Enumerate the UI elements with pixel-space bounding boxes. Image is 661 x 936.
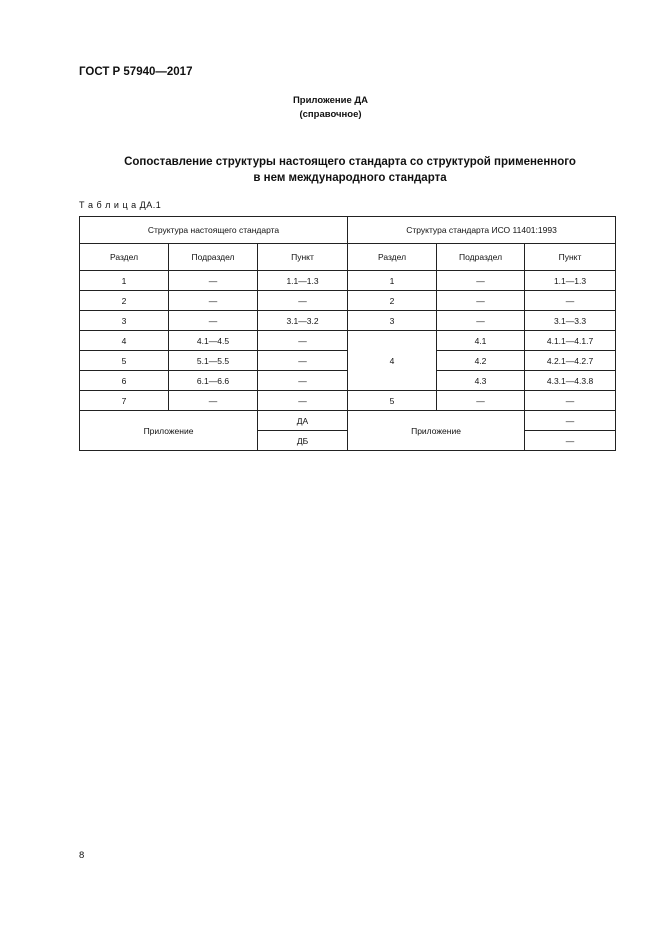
comparison-table <box>79 216 616 451</box>
table-cell: — <box>525 391 616 411</box>
column-header: Раздел <box>348 244 437 271</box>
appendix-label-left: Приложение <box>80 411 258 451</box>
table-cell: — <box>258 291 348 311</box>
table-cell: — <box>525 291 616 311</box>
table-cell: 4.1—4.5 <box>169 331 258 351</box>
appendix-row <box>80 411 616 431</box>
table-cell: — <box>258 351 348 371</box>
title-line-2: в нем международного стандарта <box>253 172 447 184</box>
table-row <box>80 271 616 291</box>
table-caption: Т а б л и ц а ДА.1 <box>79 200 162 210</box>
table-cell: 6 <box>80 371 169 391</box>
table-cell: 2 <box>348 291 437 311</box>
column-header: Подраздел <box>437 244 525 271</box>
table-cell: 7 <box>80 391 169 411</box>
table-cell: — <box>437 271 525 291</box>
table-cell: ДБ <box>258 431 348 451</box>
table-cell: — <box>258 331 348 351</box>
appendix-label-right: Приложение <box>348 411 525 451</box>
table-cell: 4.1.1—4.1.7 <box>525 331 616 351</box>
table-cell: — <box>437 391 525 411</box>
table-row <box>80 391 616 411</box>
table-cell: — <box>525 431 616 451</box>
table-cell: 3.1—3.3 <box>525 311 616 331</box>
table-cell: — <box>258 371 348 391</box>
table-cell: 4.1 <box>437 331 525 351</box>
table-row <box>80 311 616 331</box>
column-header-row <box>80 244 616 271</box>
table-cell: 3.1—3.2 <box>258 311 348 331</box>
appendix-label: Приложение ДА <box>292 95 369 106</box>
table-cell: 1.1—1.3 <box>258 271 348 291</box>
table-cell: 4.3.1—4.3.8 <box>525 371 616 391</box>
table-row <box>80 351 616 371</box>
column-header: Подраздел <box>169 244 258 271</box>
table-row <box>80 371 616 391</box>
title-line-1: Сопоставление структуры настоящего стандарта со структурой примененного <box>124 156 576 168</box>
document-code: ГОСТ Р 57940—2017 <box>79 66 193 78</box>
table-cell: 5 <box>348 391 437 411</box>
page-number: 8 <box>79 850 85 861</box>
table-cell: — <box>169 311 258 331</box>
table-cell: — <box>525 411 616 431</box>
column-header: Пункт <box>525 244 616 271</box>
table-cell: — <box>437 311 525 331</box>
table-cell: 1 <box>80 271 169 291</box>
table-cell: 1.1—1.3 <box>525 271 616 291</box>
appendix-heading <box>0 94 661 122</box>
table-cell: 4 <box>80 331 169 351</box>
merged-section-cell: 4 <box>348 331 437 391</box>
group-header-row <box>80 217 616 244</box>
table-cell: — <box>169 291 258 311</box>
table-cell: 4.3 <box>437 371 525 391</box>
group-header-left: Структура настоящего стандарта <box>80 217 348 244</box>
table-row <box>80 291 616 311</box>
table-cell: 5.1—5.5 <box>169 351 258 371</box>
table-cell: — <box>169 391 258 411</box>
table-cell: 4.2 <box>437 351 525 371</box>
table-cell: — <box>437 291 525 311</box>
column-header: Раздел <box>80 244 169 271</box>
group-header-right: Структура стандарта ИСО 11401:1993 <box>348 217 616 244</box>
table-cell: — <box>169 271 258 291</box>
table-cell: 5 <box>80 351 169 371</box>
table-row <box>80 331 616 351</box>
document-title <box>60 154 640 186</box>
table-cell: ДА <box>258 411 348 431</box>
table-cell: 1 <box>348 271 437 291</box>
table-cell: 3 <box>80 311 169 331</box>
table-cell: 3 <box>348 311 437 331</box>
table-cell: — <box>258 391 348 411</box>
column-header: Пункт <box>258 244 348 271</box>
table-cell: 6.1—6.6 <box>169 371 258 391</box>
table-cell: 2 <box>80 291 169 311</box>
appendix-type: (справочное) <box>299 109 362 120</box>
table-cell: 4.2.1—4.2.7 <box>525 351 616 371</box>
